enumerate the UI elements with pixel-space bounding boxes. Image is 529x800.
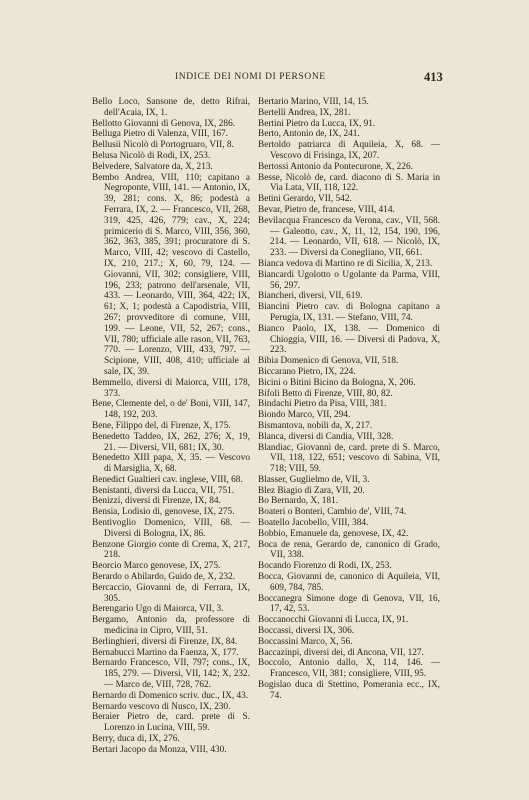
index-entry: Berardo o Abilardo, Guido de, X, 232.: [92, 572, 236, 583]
index-entry: Bentivoglio Domenico, VIII, 68. — Diversi di Bologna, IX, 86.: [92, 518, 250, 539]
index-entry: Bocca, Giovanni de, canonico di Aquileia, VII, 609, 784, 785.: [258, 572, 440, 593]
running-title: INDICE DEI NOMI DI PERSONE: [175, 72, 326, 82]
index-entry: Benedetto Taddeo, IX, 262, 276; X, 19, 21. — Diversi, VII, 681; IX, 30.: [92, 431, 250, 453]
index-entry: Blandiac, Giovanni de, card. prete di S. Marco, VII, 118, 122, 651; vescovo di Sabina, VII, 718; VIII, 59.: [258, 442, 440, 475]
index-entry: Biancardi Ugolotto o Ugolante da Parma, VIII, 56, 297.: [258, 269, 440, 291]
index-entry: Betini Gerardo, VII, 542.: [258, 194, 352, 205]
index-entry: Boateri o Bonteri, Cambio de', VIII, 74.: [258, 507, 407, 518]
index-entry: Belluga Pietro di Valenza, VIII, 167.: [92, 129, 228, 140]
index-entry: Boccassini Marco, X, 56.: [258, 636, 353, 647]
index-entry: Biancheri, diversi, VII, 619.: [258, 291, 363, 302]
index-entry: Bergamo, Antonio da, professore di medicina in Cipro, VIII, 51.: [92, 615, 250, 637]
index-entry: Biccarano Pietro, IX, 224.: [258, 366, 356, 377]
page-number: 413: [424, 70, 443, 84]
index-column-right: [258, 97, 440, 702]
index-entry: Bercaccio, Giovanni de, di Ferrara, IX, 305.: [92, 582, 250, 604]
index-column-left: [92, 97, 250, 756]
index-entry: Bobbio, Emanuele da, genovese, IX, 42.: [258, 528, 409, 539]
index-entry: Bernardo vescovo di Nusco, IX, 230.: [92, 701, 231, 712]
index-entry: Boca de rena, Gerardo de, canonico di Grado, VII, 338.: [258, 539, 440, 561]
index-entry: Belvedere, Salvatore da, X, 213.: [92, 161, 213, 172]
index-entry: Bianca vedova di Martino re di Sicilia, X, 213.: [258, 258, 433, 269]
page-header: [0, 72, 529, 88]
index-entry: Benistanti, diversi da Lucca, VII, 751.: [92, 485, 235, 496]
index-entry: Benzone Giorgio conte di Crema, X, 217, 218.: [92, 539, 250, 561]
index-entry: Bianco Paolo, IX, 138. — Domenico di Chioggia, VIII, 16. — Diversi di Padova, X, 223.: [258, 323, 440, 356]
index-entry: Bifoli Betto di Firenze, VIII, 80, 82.: [258, 388, 393, 399]
index-entry: Bensia, Lodisio di, genovese, IX, 275.: [92, 507, 235, 518]
index-entry: Bismantova, nobili da, X, 217.: [258, 420, 373, 431]
index-entry: Bellusii Nicolò di Portogruaro, VII, 8.: [92, 140, 234, 151]
index-entry: Berlinghieri, diversi di Firenze, IX, 84.: [92, 636, 238, 647]
index-entry: Bindachi Pietro da Pisa, VIII, 381.: [258, 399, 387, 410]
index-entry: Bernardo di Domenico scriv. duc., IX, 43.: [92, 690, 249, 701]
index-entry: Bibia Domenico di Genova, VII, 518.: [258, 356, 399, 367]
index-entry: Bertoldo patriarca di Aquileia, X, 68. — Vescovo di Frisinga, IX, 207.: [258, 140, 440, 161]
index-entry: Benedict Gualtieri cav. inglese, VIII, 68.: [92, 474, 243, 485]
index-entry: Biancini Pietro cav. di Bologna capitano a Perugia, IX, 131. — Stefano, VIII, 74.: [258, 302, 440, 323]
index-entry: Boccolo, Antonio dallo, X, 114, 146. — Francesco, VII, 381; consigliere, VIII, 95.: [258, 658, 440, 680]
index-entry: Biondo Marco, VII, 294.: [258, 410, 351, 421]
index-entry: Bertelli Andrea, IX, 281.: [258, 107, 351, 118]
index-entry: Belusa Nicolò di Rodi, IX, 253.: [92, 150, 211, 161]
index-entry: Blez Biagio di Zara, VII, 20.: [258, 485, 365, 496]
index-entry: Baccazinpi, diversi dei, di Ancona, VII, 127.: [258, 647, 424, 658]
index-entry: Bicini o Bitini Bicino da Bologna, X, 206.: [258, 377, 416, 388]
index-entry: Benizzi, diversi di Firenze, IX, 84.: [92, 496, 221, 507]
index-entry: Bemmello, diversi di Maiorca, VIII, 178, 373.: [92, 377, 250, 399]
index-entry: Boatello Jacobello, VIII, 384.: [258, 518, 369, 529]
index-entry: Bertini Pietro da Lucca, IX, 91.: [258, 118, 376, 129]
index-entry: Bembo Andrea, VIII, 110; capitano a Negroponte, VIII, 141. — Antonio, IX, 39, 281; cons. X, 86; podestà a Ferrara, IX, 2. — Francesco, VII, 268, 319, 425, 426, 779; cav., X, 224; primicerio di S. Marco, VIII, 356, 360, 362, 363, 385, 391; procuratore di S. Marco, VIII, 42; vescovo di Castello, IX, 210, 217.; X, 60, 79, 124. — Giovanni, VII, 302; consigliere, VIII, 196, 233; patrono dell'arsenale, VII, 433. — Leonardo, VIII, 364, 422; IX, 61; X, 1; podestà a Capodistria, VIII, 267; provveditore di comune, VIII, 199. — Leone, VII, 52, 267; cons., VII, 780; ufficiale alle rason, VII, 763, 770. — Lorenzo, VIII, 433, 797. — Scipione, VIII, 408, 410; ufficiale al sale, IX, 39.: [92, 172, 250, 377]
index-entry: Boccassi, diversi IX, 306.: [258, 626, 355, 637]
index-entry: Beorcio Marco genovese, IX, 275.: [92, 561, 221, 572]
index-entry: Bene, Clemente del, o de' Boni, VIII, 147, 148, 192, 203.: [92, 399, 250, 421]
index-entry: Bevar, Pietro de, francese, VIII, 414.: [258, 204, 395, 215]
index-entry: Boccanegra Simone doge di Genova, VII, 16, 17, 42, 53.: [258, 593, 440, 615]
index-entry: Beraier Pietro de, card. prete di S. Lorenzo in Lucina, VIII, 59.: [92, 712, 250, 734]
index-entry: Besse, Nicolò de, card. diacono di S. Maria in Via Lata, VII, 118, 122.: [258, 172, 440, 194]
index-entry: Berengario Ugo di Maiorca, VII, 3.: [92, 604, 224, 615]
index-entry: Bello Loco, Sansone de, detto Rifrai, dell'Acaia, IX, 1.: [92, 97, 250, 118]
index-entry: Boccanocchi Giovanni di Lucca, IX, 91.: [258, 615, 409, 626]
index-entry: Bene, Filippo del, di Firenze, X, 175.: [92, 420, 231, 431]
index-entry: Bernabucci Martino da Faenza, X, 177.: [92, 647, 239, 658]
index-entry: Benedetto XIII papa, X, 35. — Vescovo di Marsiglia, X, 68.: [92, 453, 250, 475]
index-entry: Blanca, diversi di Candia, VIII, 328.: [258, 431, 394, 442]
index-entry: Bertari Jacopo da Monza, VIII, 430.: [92, 744, 227, 755]
index-entry: Bocando Fiorenzo di Rodi, IX, 253.: [258, 561, 392, 572]
index-entry: Blasser, Guglielmo de, VII, 3.: [258, 474, 370, 485]
index-entry: Bernardo Francesco, VII, 797; cons., IX, 185, 279. — Diversi, VII, 142; X, 232. — Marco de, VIII, 728, 762.: [92, 658, 250, 691]
index-entry: Bertario Marino, VIII, 14, 15.: [258, 97, 369, 107]
index-entry: Bogislao duca di Stettino, Pomerania ecc., IX, 74.: [258, 680, 440, 701]
index-entry: Bellotto Giovanni di Genova, IX, 286.: [92, 118, 236, 129]
index-entry: Bevilacqua Francesco da Verona, cav., VII, 568. — Galeotto, cav., X, 11, 12, 154, 190, 196, 214. — Leonardo, VII, 618. — Nicolò, IX, 233. — Diversi da Conegliano, VII, 661.: [258, 215, 440, 259]
index-entry: Bo Bernardo, X, 181.: [258, 496, 339, 507]
index-entry: Berto, Antonio de, IX, 241.: [258, 129, 360, 140]
index-entry: Berry, duca di, IX, 276.: [92, 734, 180, 745]
index-entry: Bertossi Antonio da Pontecurone, X, 226.: [258, 161, 413, 172]
